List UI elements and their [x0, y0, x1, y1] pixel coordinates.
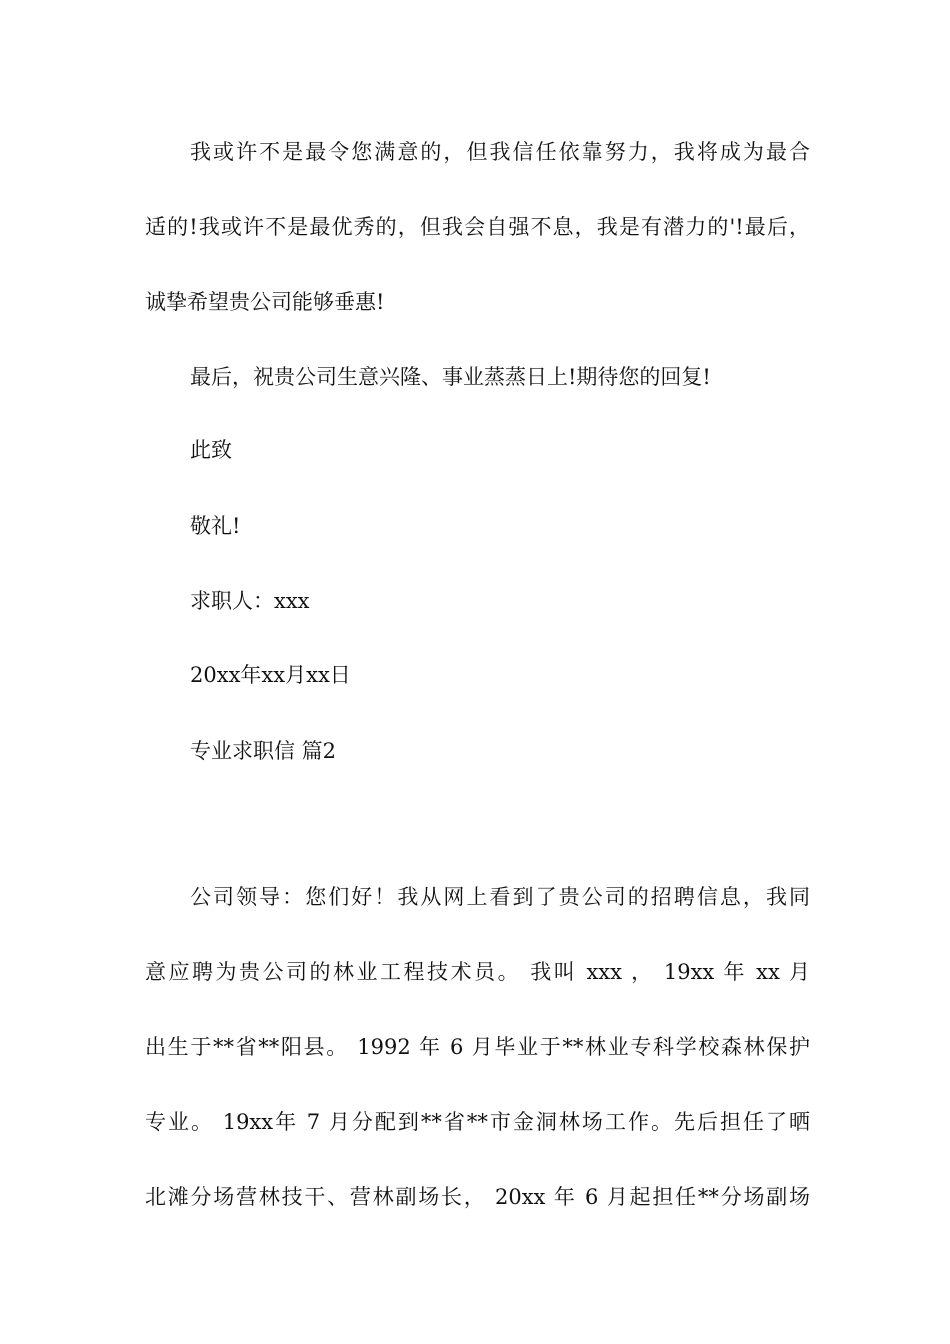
paragraph-1-line-3: 诚挚希望贵公司能够垂惠!: [145, 290, 385, 314]
paragraph-1-line-2: 适的!我或许不是最优秀的，但我会自强不息，我是有潜力的'!最后，: [145, 215, 810, 239]
paragraph-2-line-4: 专业。 19xx年 7 月分配到**省**市金洞林场工作。先后担任了晒: [145, 1110, 810, 1134]
paragraph-2-line-3: 出生于**省**阳县。 1992 年 6 月毕业于**林业专科学校森林保护: [145, 1035, 810, 1059]
paragraph-1-line-1: 我或许不是最令您满意的，但我信任依靠努力，我将成为最合: [190, 140, 810, 164]
letter-date: 20xx年xx月xx日: [190, 663, 351, 687]
closing-wish: 最后，祝贵公司生意兴隆、事业蒸蒸日上!期待您的回复!: [190, 365, 711, 389]
paragraph-2-line-2: 意应聘为贵公司的林业工程技术员。 我叫 xxx ， 19xx 年 xx 月: [145, 960, 810, 984]
closing-greeting-2: 敬礼!: [190, 514, 241, 538]
applicant-signature: 求职人：xxx: [190, 589, 310, 613]
paragraph-2-line-5: 北滩分场营林技干、营林副场长， 20xx 年 6 月起担任**分场副场: [145, 1185, 810, 1209]
paragraph-2-line-1: 公司领导：您们好！我从网上看到了贵公司的招聘信息，我同: [190, 885, 810, 909]
section-title: 专业求职信 篇2: [190, 739, 337, 763]
closing-greeting-1: 此致: [190, 438, 232, 462]
